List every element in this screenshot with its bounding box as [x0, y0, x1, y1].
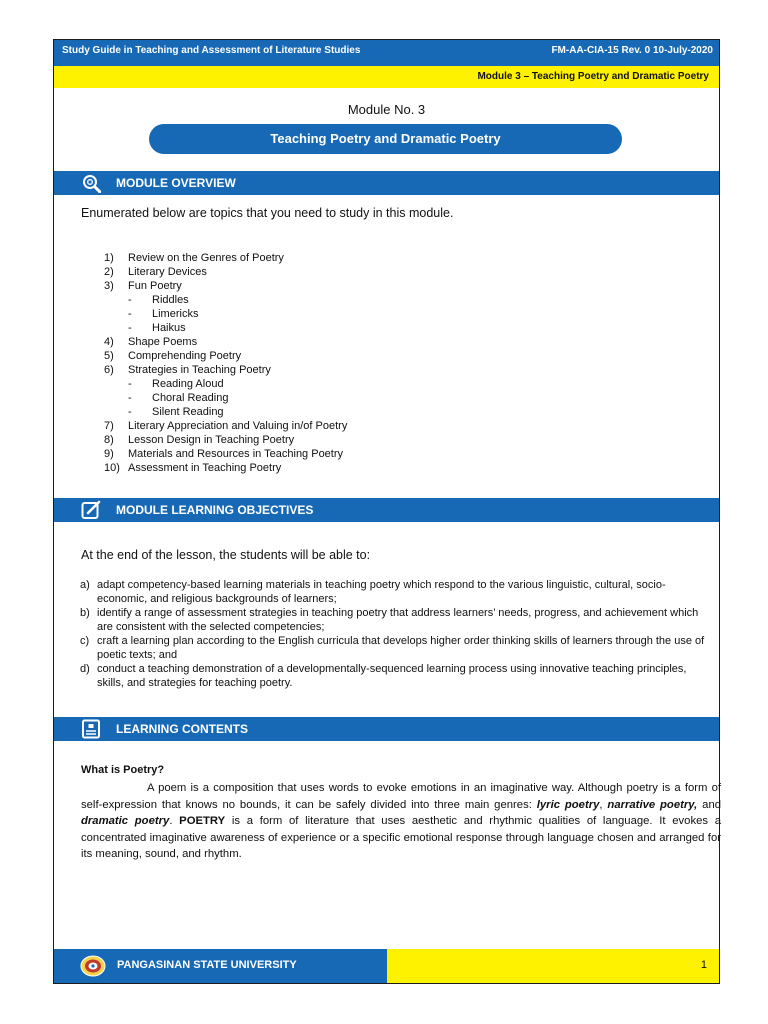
- objectives-list: [80, 578, 706, 690]
- module-number: Module No. 3: [347, 102, 426, 117]
- topic-item: 8) Lesson Design in Teaching Poetry: [104, 434, 295, 446]
- term-narrative: narrative poetry,: [607, 798, 698, 811]
- topic-item: 1) Review on the Genres of Poetry: [104, 252, 284, 264]
- objective-item: c) craft a learning plan according to the English curricula that develops higher order thinking skills of learners through the use of poetic texts; and: [80, 635, 705, 661]
- header-module-bar: [54, 66, 719, 88]
- topic-item: 7) Literary Appreciation and Valuing in/of Poetry: [104, 420, 348, 432]
- document-list-icon: [81, 719, 101, 739]
- magnifier-icon: [81, 173, 101, 193]
- university-seal-icon: [80, 955, 106, 977]
- objective-item: d) conduct a teaching demonstration of a developmentally-sequenced learning process using innovative teaching principles, skills, and strategies for teaching poetry.: [80, 663, 687, 689]
- topic-item: 9) Materials and Resources in Teaching Poetry: [104, 448, 344, 460]
- objectives-heading: MODULE LEARNING OBJECTIVES: [116, 503, 314, 517]
- objectives-bar: [54, 498, 719, 522]
- term-lyric: lyric poetry: [536, 798, 600, 811]
- topic-list: [104, 251, 347, 475]
- topic-item: 10) Assessment in Teaching Poetry: [104, 462, 282, 474]
- contents-bar: [54, 717, 719, 741]
- objective-item: a) adapt competency-based learning materials in teaching poetry which respond to the various linguistic, cultural, socio-economic, and religious backgrounds of learners;: [80, 579, 666, 605]
- contents-heading: LEARNING CONTENTS: [116, 722, 248, 736]
- page-frame: [53, 39, 720, 984]
- subtopic-item: - Silent Reading: [128, 406, 224, 418]
- term-dramatic: dramatic poetry: [81, 815, 170, 827]
- pencil-note-icon: [81, 500, 101, 520]
- subtopic-item: - Haikus: [128, 322, 186, 334]
- module-title: Teaching Poetry and Dramatic Poetry: [149, 124, 622, 154]
- header-module-line: Module 3 – Teaching Poetry and Dramatic Poetry: [477, 71, 709, 82]
- objectives-intro: At the end of the lesson, the students will be able to:: [81, 548, 371, 562]
- topic-item: 3) Fun Poetry: [104, 280, 182, 292]
- contents-paragraph: A poem is a composition that uses words to evoke emotions in an imaginative way. Although poetry is a form of self-expression that knows no bounds, it can be safely divided into three main genres: lyric poetry, narrative poetry, and dramatic poetry. POETRY is a form of literature that uses aesthetic and rhythmic qualities of language. It evokes a concentrated imaginative awareness of experience or a specific emotional response through language chosen and arranged for its meaning, sound, and rhythm.: [81, 782, 722, 860]
- footer: [54, 949, 719, 983]
- header-form-code: FM-AA-CIA-15 Rev. 0 10-July-2020: [551, 45, 713, 56]
- overview-heading: MODULE OVERVIEW: [116, 176, 236, 190]
- subtopic-item: - Choral Reading: [128, 392, 229, 404]
- page-number: 1: [700, 959, 707, 971]
- term-poetry: POETRY: [179, 815, 226, 827]
- header-bar: [54, 40, 719, 66]
- subtopic-item: - Limericks: [128, 308, 199, 320]
- topic-item: 5) Comprehending Poetry: [104, 350, 242, 362]
- subtopic-item: - Reading Aloud: [128, 378, 224, 390]
- overview-bar: [54, 171, 719, 195]
- topic-item: 2) Literary Devices: [104, 266, 207, 278]
- subtopic-item: - Riddles: [128, 294, 189, 306]
- objective-item: b) identify a range of assessment strategies in teaching poetry that address learners’ needs, progress, and achievement which are consistent with the selected competencies;: [80, 607, 699, 633]
- footer-university: PANGASINAN STATE UNIVERSITY: [117, 959, 297, 971]
- overview-intro: Enumerated below are topics that you need to study in this module.: [81, 206, 454, 220]
- topic-item: 4) Shape Poems: [104, 336, 198, 348]
- header-course-title: Study Guide in Teaching and Assessment of Literature Studies: [62, 45, 361, 56]
- contents-subtitle: What is Poetry?: [81, 764, 165, 776]
- topic-item: 6) Strategies in Teaching Poetry: [104, 364, 271, 376]
